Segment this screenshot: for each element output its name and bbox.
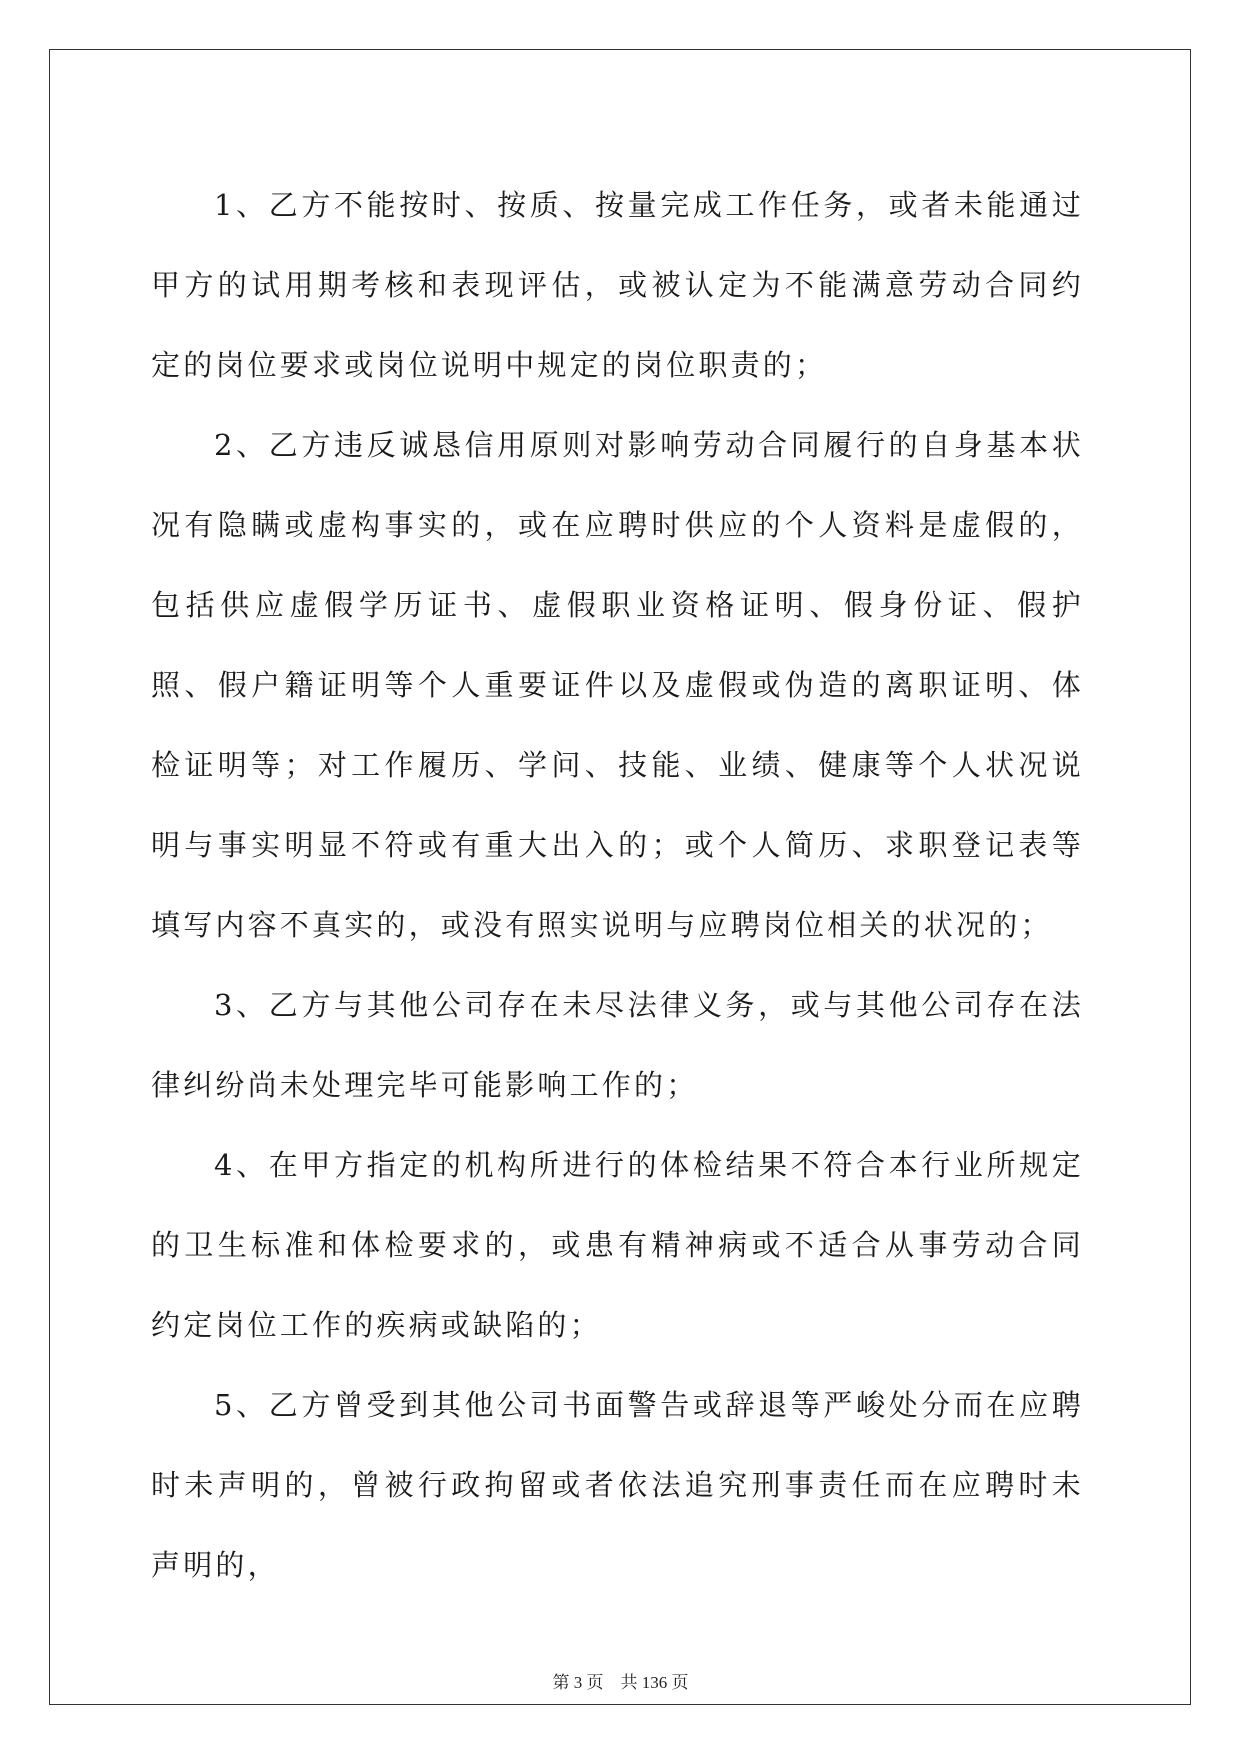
page-total: 共 136 页 [620,1673,689,1692]
page-number: 第 3 页 [552,1673,604,1692]
page-footer [0,1668,1241,1693]
document-body [151,165,1084,1605]
paragraph-2: 2、乙方违反诚恳信用原则对影响劳动合同履行的自身基本状况有隐瞒或虚构事实的，或在应聘时供应的个人资料是虚假的，包括供应虚假学历证书、虚假职业资格证明、假身份证、假护照、假户籍证明等个人重要证件以及虚假或伪造的离职证明、体检证明等；对工作履历、学问、技能、业绩、健康等个人状况说明与事实明显不符或有重大出入的；或个人简历、求职登记表等填写内容不真实的，或没有照实说明与应聘岗位相关的状况的； [151,428,1084,942]
paragraph-3: 3、乙方与其他公司存在未尽法律义务，或与其他公司存在法律纠纷尚未处理完毕可能影响工作的； [151,988,1084,1102]
paragraph-1: 1、乙方不能按时、按质、按量完成工作任务，或者未能通过甲方的试用期考核和表现评估，或被认定为不能满意劳动合同约定的岗位要求或岗位说明中规定的岗位职责的； [151,188,1084,382]
paragraph-5: 5、乙方曾受到其他公司书面警告或辞退等严峻处分而在应聘时未声明的，曾被行政拘留或者依法追究刑事责任而在应聘时未声明的， [151,1388,1084,1582]
paragraph-4: 4、在甲方指定的机构所进行的体检结果不符合本行业所规定的卫生标准和体检要求的，或患有精神病或不适合从事劳动合同约定岗位工作的疾病或缺陷的； [151,1148,1084,1342]
